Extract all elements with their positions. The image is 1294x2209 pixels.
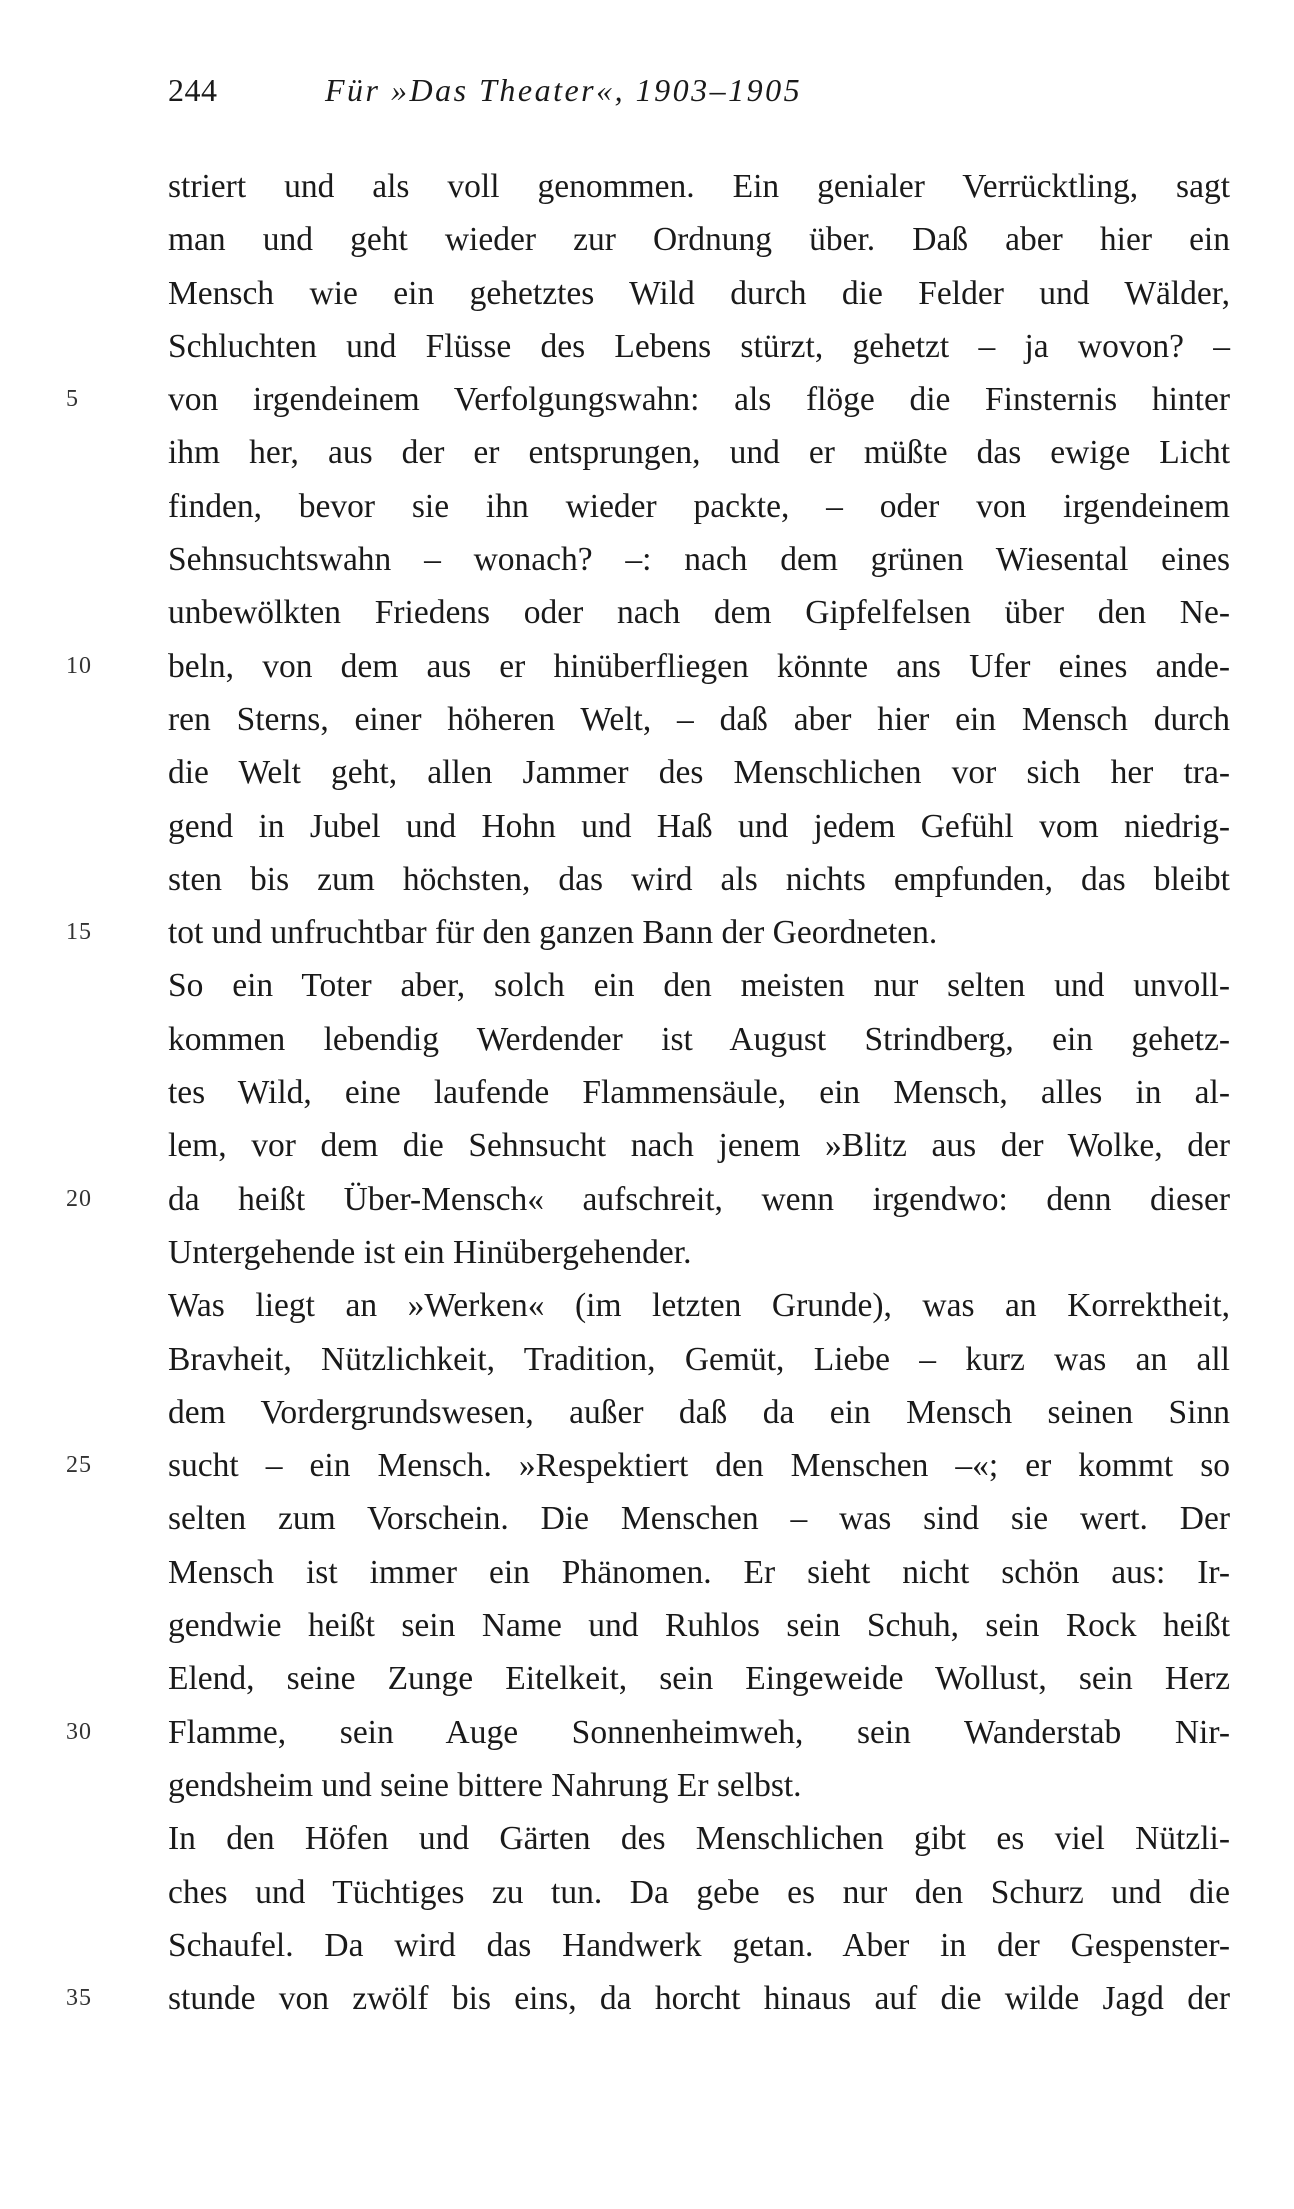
text-line bbox=[168, 1386, 1230, 1439]
line-text: die Welt geht, allen Jammer des Menschlichen vor sich her tra- bbox=[168, 754, 1230, 792]
text-line bbox=[168, 959, 1230, 1012]
text-line bbox=[168, 1546, 1230, 1599]
text-line bbox=[168, 1759, 1230, 1812]
line-text: Bravheit, Nützlichkeit, Tradition, Gemüt, Liebe – kurz was an all bbox=[168, 1340, 1230, 1378]
line-number: 10 bbox=[66, 652, 92, 679]
text-line bbox=[168, 1599, 1230, 1652]
text-line bbox=[168, 1279, 1230, 1332]
line-text: gendsheim und seine bittere Nahrung Er selbst. bbox=[168, 1766, 802, 1804]
line-text: stunde von zwölf bis eins, da horcht hinaus auf die wilde Jagd der bbox=[168, 1980, 1230, 2018]
line-text: sten bis zum höchsten, das wird als nichts empfunden, das bleibt bbox=[168, 860, 1230, 898]
line-text: Was liegt an »Werken« (im letzten Grunde), was an Korrektheit, bbox=[168, 1287, 1230, 1325]
line-text: selten zum Vorschein. Die Menschen – was sind sie wert. Der bbox=[168, 1500, 1230, 1538]
text-line bbox=[168, 1066, 1230, 1119]
line-text: gendwie heißt sein Name und Ruhlos sein Schuh, sein Rock heißt bbox=[168, 1607, 1230, 1645]
text-line bbox=[168, 1492, 1230, 1545]
text-line bbox=[168, 320, 1230, 373]
line-text: Flamme, sein Auge Sonnenheimweh, sein Wanderstab Nir- bbox=[168, 1713, 1230, 1751]
line-text: Mensch ist immer ein Phänomen. Er sieht nicht schön aus: Ir- bbox=[168, 1553, 1230, 1591]
line-number: 30 bbox=[66, 1718, 92, 1745]
body-text bbox=[66, 160, 1230, 2025]
page-number: 244 bbox=[168, 72, 218, 108]
line-text: finden, bevor sie ihn wieder packte, – oder von irgendeinem bbox=[168, 487, 1230, 525]
line-text: Untergehende ist ein Hinübergehender. bbox=[168, 1233, 692, 1271]
line-text: da heißt Über-Mensch« aufschreit, wenn irgendwo: denn dieser bbox=[168, 1180, 1230, 1218]
text-line bbox=[168, 267, 1230, 320]
line-number: 35 bbox=[66, 1985, 92, 2012]
line-text: kommen lebendig Werdender ist August Strindberg, ein gehetz- bbox=[168, 1020, 1230, 1058]
text-line bbox=[66, 1173, 1230, 1226]
line-text: Schluchten und Flüsse des Lebens stürzt, gehetzt – ja wovon? – bbox=[168, 327, 1230, 365]
line-text: Mensch wie ein gehetztes Wild durch die Felder und Wälder, bbox=[168, 274, 1230, 312]
line-number: 25 bbox=[66, 1452, 92, 1479]
text-line bbox=[66, 640, 1230, 693]
running-head bbox=[168, 72, 802, 112]
line-text: So ein Toter aber, solch ein den meisten nur selten und unvoll- bbox=[168, 967, 1230, 1005]
text-line bbox=[168, 1013, 1230, 1066]
text-line bbox=[168, 853, 1230, 906]
line-text: ihm her, aus der er entsprungen, und er müßte das ewige Licht bbox=[168, 434, 1230, 472]
text-line bbox=[168, 213, 1230, 266]
line-text: sucht – ein Mensch. »Respektiert den Menschen –«; er kommt so bbox=[168, 1447, 1230, 1485]
line-number: 20 bbox=[66, 1185, 92, 1212]
line-text: In den Höfen und Gärten des Menschlichen gibt es viel Nützli- bbox=[168, 1820, 1230, 1858]
text-line bbox=[168, 1866, 1230, 1919]
text-line bbox=[168, 1119, 1230, 1172]
text-line bbox=[168, 800, 1230, 853]
text-line bbox=[66, 1706, 1230, 1759]
text-line bbox=[168, 1226, 1230, 1279]
line-text: ches und Tüchtiges zu tun. Da gebe es nur den Schurz und die bbox=[168, 1873, 1230, 1911]
text-line bbox=[168, 480, 1230, 533]
text-line bbox=[168, 586, 1230, 639]
text-line bbox=[66, 1439, 1230, 1492]
line-number: 15 bbox=[66, 919, 92, 946]
text-line bbox=[168, 160, 1230, 213]
line-text: beln, von dem aus er hinüberfliegen könnte ans Ufer eines ande- bbox=[168, 647, 1230, 685]
line-text: von irgendeinem Verfolgungswahn: als flöge die Finsternis hinter bbox=[168, 381, 1230, 419]
line-text: tes Wild, eine laufende Flammensäule, ein Mensch, alles in al- bbox=[168, 1074, 1230, 1112]
line-text: Elend, seine Zunge Eitelkeit, sein Eingeweide Wollust, sein Herz bbox=[168, 1660, 1230, 1698]
text-line bbox=[168, 1652, 1230, 1705]
text-line bbox=[66, 906, 1230, 959]
text-line bbox=[66, 1972, 1230, 2025]
running-title: Für »Das Theater«, 1903–1905 bbox=[325, 72, 803, 108]
line-number: 5 bbox=[66, 386, 79, 413]
line-text: Schaufel. Da wird das Handwerk getan. Aber in der Gespenster- bbox=[168, 1926, 1230, 1964]
text-line bbox=[168, 426, 1230, 479]
text-line bbox=[66, 373, 1230, 426]
line-text: man und geht wieder zur Ordnung über. Daß aber hier ein bbox=[168, 221, 1230, 259]
text-line bbox=[168, 746, 1230, 799]
line-text: tot und unfruchtbar für den ganzen Bann der Geordneten. bbox=[168, 914, 938, 952]
line-text: dem Vordergrundswesen, außer daß da ein Mensch seinen Sinn bbox=[168, 1393, 1230, 1431]
text-line bbox=[168, 1919, 1230, 1972]
line-text: gend in Jubel und Hohn und Haß und jedem Gefühl vom niedrig- bbox=[168, 807, 1230, 845]
line-text: lem, vor dem die Sehnsucht nach jenem »Blitz aus der Wolke, der bbox=[168, 1127, 1230, 1165]
line-text: striert und als voll genommen. Ein genialer Verrücktling, sagt bbox=[168, 168, 1230, 205]
line-text: ren Sterns, einer höheren Welt, – daß aber hier ein Mensch durch bbox=[168, 700, 1230, 738]
text-line bbox=[168, 1333, 1230, 1386]
line-text: unbewölkten Friedens oder nach dem Gipfelfelsen über den Ne- bbox=[168, 594, 1230, 632]
line-text: Sehnsuchtswahn – wonach? –: nach dem grünen Wiesental eines bbox=[168, 541, 1230, 579]
text-line bbox=[168, 533, 1230, 586]
text-line bbox=[168, 693, 1230, 746]
text-line bbox=[168, 1812, 1230, 1865]
